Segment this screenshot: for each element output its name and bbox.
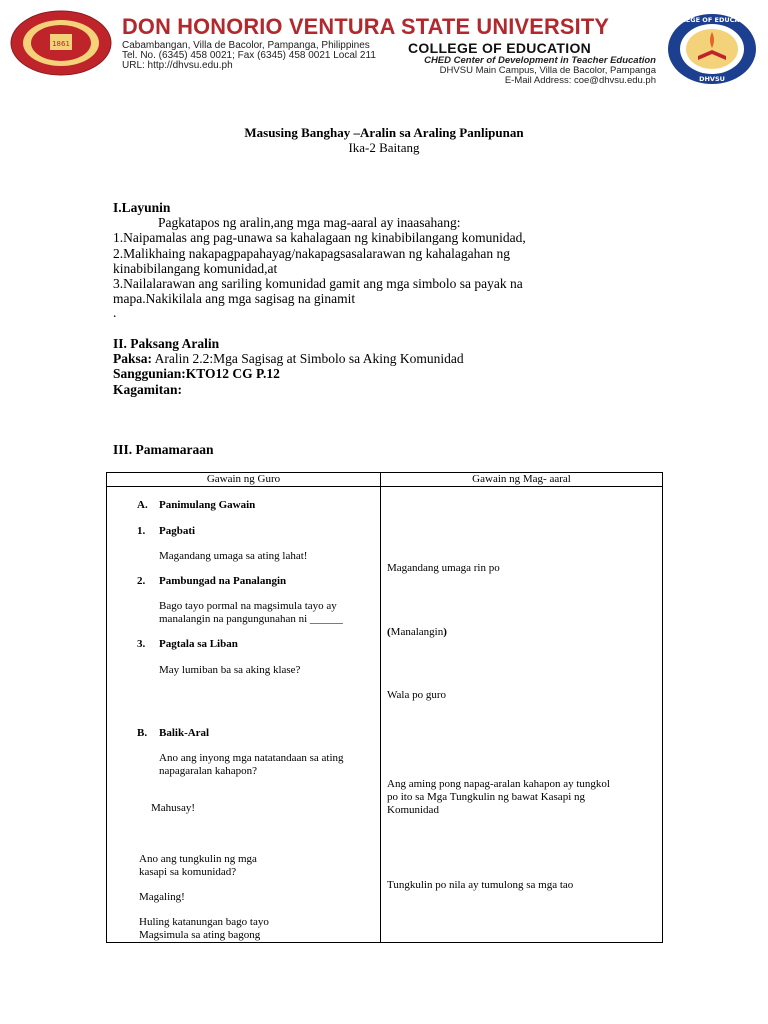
grade-level: Ika-2 Baitang [348,140,420,155]
guro-greeting: Magandang umaga sa ating lahat! [159,550,308,562]
paksa-value: Aralin 2.2:Mga Sagisag at Simbolo sa Aking Komunidad [152,351,464,366]
section-a-label: Panimulang Gawain [159,499,256,511]
section-b-label: Balik-Aral [159,727,210,739]
guro-pray-line: Bago tayo pormal na magsimula tayo ay [159,600,337,612]
magaaral-manalangin: (Manalangin) [387,626,447,638]
col-magaaral-header: Gawain ng Mag- aaral [381,473,663,487]
magaaral-wala: Wala po guro [387,689,446,701]
guro-balik-line: napagaralan kahapon? [159,765,258,777]
university-url: URL: http://dhvsu.edu.ph [122,60,233,71]
university-seal [10,10,112,81]
pamamaraan-num: III [113,442,129,457]
guro-huli-line: Magsimula sa ating bagong [139,929,261,941]
guro-liban-question: May lumiban ba sa aking klase? [159,664,301,676]
layunin-item: 2.Malikhaing nakapagpapahayag/nakapagsasalarawan ng kahalagahan ng [113,246,510,261]
lesson-table [106,472,663,943]
campus-address: DHVSU Main Campus, Villa de Bacolor, Pampanga [439,65,656,76]
pamamaraan-text: . Pamamaraan [128,442,214,457]
guro-mahusay: Mahusay! [151,802,195,814]
paksa-heading: II. Paksang Aralin [113,336,220,351]
pamamaraan-heading [113,442,214,457]
magaaral-cell [381,487,663,943]
paksa-line [113,351,464,366]
table-row [107,487,663,943]
university-name: DON HONORIO VENTURA STATE UNIVERSITY [122,14,610,39]
step-liban: Pagtala sa Liban [159,638,238,650]
layunin-item: 3.Nailalarawan ang sariling komunidad gamit ang mga simbolo sa payak na [113,276,523,291]
col-guro-header: Gawain ng Guro [107,473,381,487]
ched-note: CHED Center of Development in Teacher Education [424,55,656,66]
step-1-num: 1. [137,525,146,537]
guro-magaling: Magaling! [139,891,185,903]
college-seal [666,12,758,91]
magaaral-answer-line: po ito sa Mga Tungkulin ng bawat Kasapi ng [387,791,585,803]
layunin-intro: Pagkatapos ng aralin,ang mga mag-aaral ay inaasahang: [158,215,461,230]
college-name: COLLEGE OF EDUCATION [408,40,592,56]
guro-cell [107,487,381,943]
document-title: Masusing Banghay –Aralin sa Araling Panlipunan [244,125,524,140]
seal-year: 1861 [52,40,70,48]
university-address: Cabambangan, Villa de Bacolor, Pampanga, Philippines [122,40,370,51]
guro-balik-line: Ano ang inyong mga natatandaan sa ating [159,752,344,764]
section-a-num: A. [137,499,148,511]
sanggunian: Sanggunian:KTO12 CG P.12 [113,366,280,381]
layunin-item: kinabibilangang komunidad,at [113,261,278,276]
layunin-item: mapa.Nakikilala ang mga sagisag na ginamit [113,291,356,306]
paksa-label: Paksa: [113,351,153,366]
magaaral-tungkulin-answer: Tungkulin po nila ay tumulong sa mga tao [387,879,574,891]
guro-tungkulin-line: Ano ang tungkulin ng mga [139,853,257,865]
step-panalangin: Pambungad na Panalangin [159,575,287,587]
seal-college-text: COLLEGE OF EDUCATION [667,16,757,24]
seal-dhvsu-text: DHVSU [699,75,725,83]
layunin-item: . [113,305,117,320]
layunin-heading: I.Layunin [113,200,171,215]
college-email: E-Mail Address: coe@dhvsu.edu.ph [504,75,656,86]
kagamitan: Kagamitan: [113,382,182,397]
magaaral-answer-line: Ang aming pong napag-aralan kahapon ay tungkol [387,778,610,790]
university-tel: Tel. No. (6345) 458 0021; Fax (6345) 458 0021 Local 211 [122,50,376,61]
step-2-num: 2. [137,575,146,587]
step-3-num: 3. [137,638,146,650]
step-pagbati: Pagbati [159,525,196,537]
guro-tungkulin-line: kasapi sa komunidad? [139,866,237,878]
layunin-item: 1.Naipamalas ang pag-unawa sa kahalagaan ng kinabibilangang komunidad, [113,230,526,245]
magaaral-answer-line: Komunidad [387,804,439,816]
guro-pray-line: manalangin na pangungunahan ni ______ [159,613,343,625]
guro-huli-line: Huling katanungan bago tayo [139,916,269,928]
table-header-row [107,473,663,487]
magaaral-greet-reply: Magandang umaga rin po [387,562,500,574]
section-b-num: B. [137,727,148,739]
